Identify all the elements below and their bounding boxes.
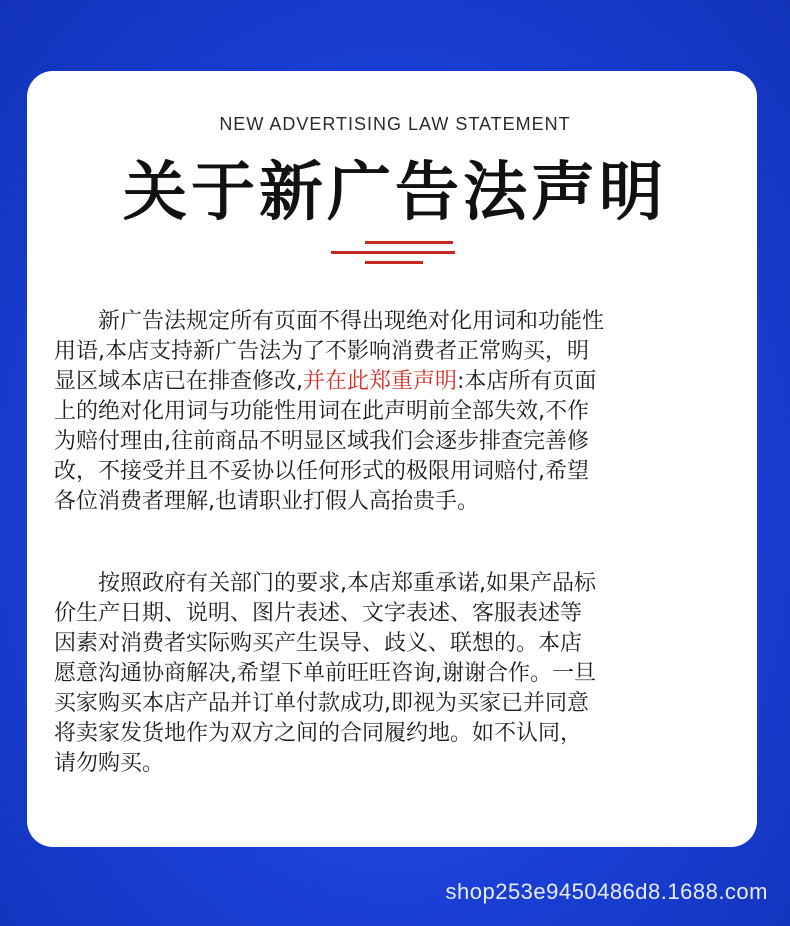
subtitle: NEW ADVERTISING LAW STATEMENT: [219, 114, 571, 134]
paragraph-1-line: 用语,本店支持新广告法为了不影响消费者正常购买，明: [54, 339, 589, 364]
paragraph-1-line-3-prefix: 显区域本店已在排查修改,: [54, 369, 303, 394]
paragraph-2-line: 愿意沟通协商解决,希望下单前旺旺咨询,谢谢合作。一旦: [54, 661, 596, 686]
paragraph-2-line: 请勿购买。: [54, 751, 165, 776]
paragraph-1-line-3-suffix: :本店所有页面: [457, 369, 597, 394]
highlighted-declaration: 并在此郑重声明: [303, 369, 458, 394]
paragraph-2-line: 买家购买本店产品并订单付款成功,即视为买家已并同意: [54, 691, 589, 716]
divider-bar-bottom: [365, 261, 423, 264]
paragraph-1-line: 为赔付理由,往前商品不明显区域我们会逐步排查完善修: [54, 429, 589, 454]
paragraph-1-line: 新广告法规定所有页面不得出现绝对化用词和功能性: [98, 309, 605, 334]
title-divider: [331, 237, 455, 269]
paragraph-2-line: 按照政府有关部门的要求,本店郑重承诺,如果产品标: [98, 571, 596, 596]
paragraph-1-line: 各位消费者理解,也请职业打假人高抬贵手。: [54, 489, 479, 514]
paragraph-1-line: 改，不接受并且不妥协以任何形式的极限用词赔付,希望: [54, 459, 589, 484]
paragraph-2-line: 价生产日期、说明、图片表述、文字表述、客服表述等: [54, 601, 583, 626]
paragraph-1-line: 上的绝对化用词与功能性用词在此声明前全部失效,不作: [54, 399, 589, 424]
page-title: 关于新广告法声明: [123, 156, 667, 230]
statement-paragraph-1: [54, 307, 732, 517]
divider-bar-top: [365, 241, 453, 244]
paragraph-1-line-3: [54, 367, 732, 397]
statement-paragraph-2: [54, 569, 732, 779]
divider-bar-middle: [331, 251, 455, 254]
paragraph-2-line: 将卖家发货地作为双方之间的合同履约地。如不认同，: [54, 721, 583, 746]
paragraph-2-line: 因素对消费者实际购买产生误导、歧义、联想的。本店: [54, 631, 583, 656]
shop-url-watermark: shop253e9450486d8.1688.com: [445, 879, 768, 904]
